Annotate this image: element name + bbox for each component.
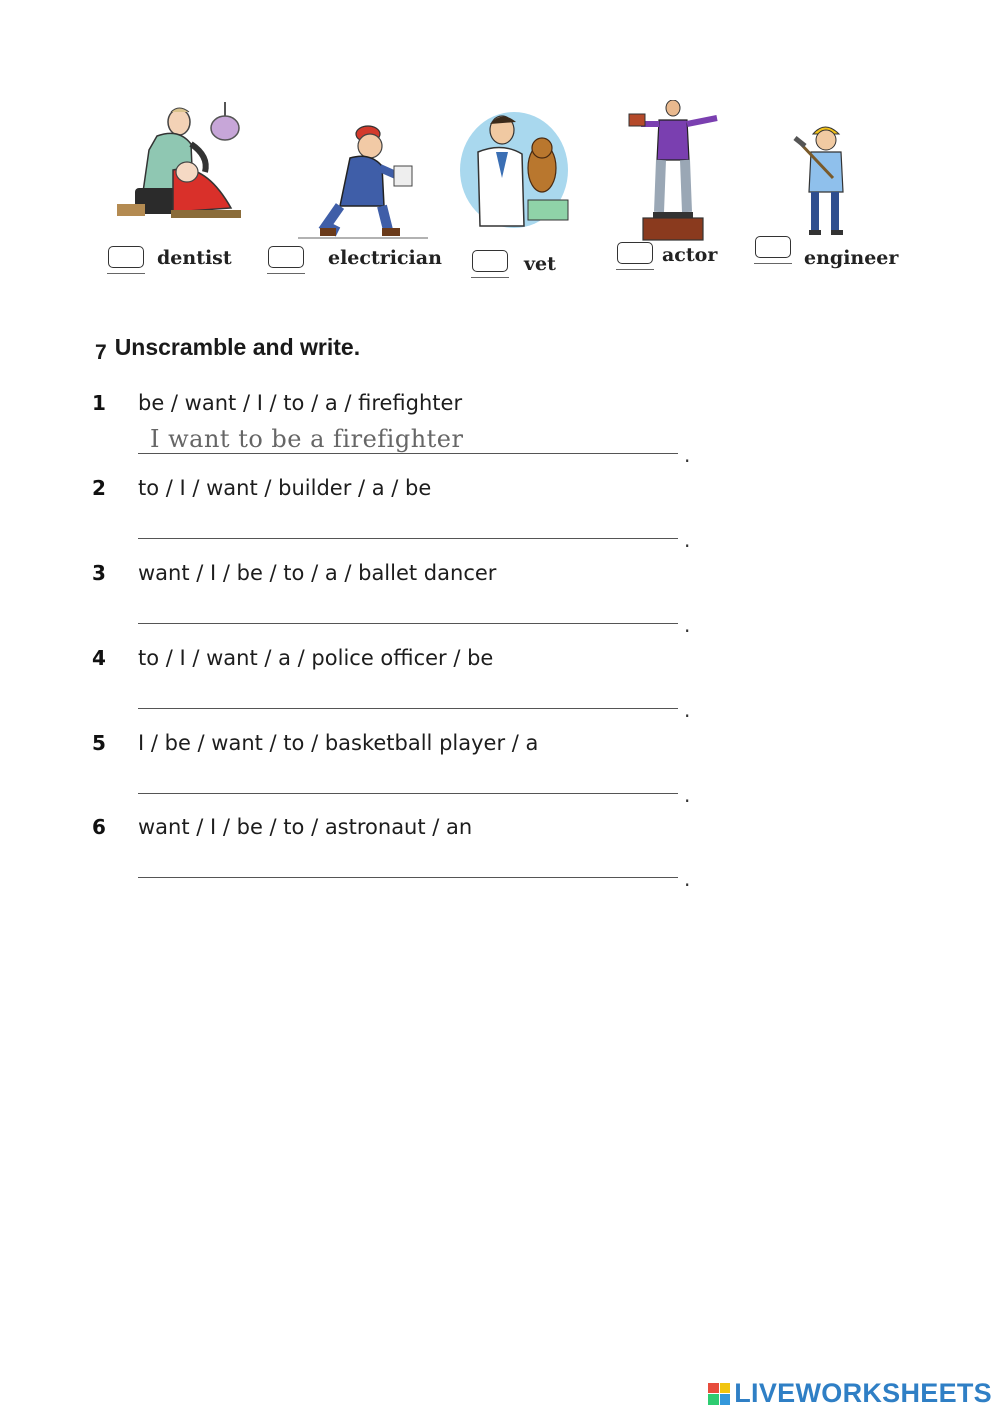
item-number: 4 <box>92 646 106 670</box>
job-label-actor: actor <box>662 244 718 266</box>
job-engineer <box>753 100 903 280</box>
item-number: 3 <box>92 561 106 585</box>
vet-answer-box[interactable] <box>472 250 508 272</box>
job-label-electrician: electrician <box>328 247 442 269</box>
item-number: 1 <box>92 391 106 415</box>
item-number: 2 <box>92 476 106 500</box>
exercise-title: Unscramble and write. <box>114 334 361 360</box>
full-stop: . <box>684 443 691 467</box>
item-number: 5 <box>92 731 106 755</box>
vet-illustration <box>458 108 570 230</box>
answer-line[interactable] <box>138 877 678 878</box>
exercise-item-5 <box>92 731 712 811</box>
exercise-item-1 <box>92 391 712 471</box>
dentist-answer-box[interactable] <box>108 246 144 268</box>
dentist-illustration <box>113 100 243 230</box>
job-vet <box>458 100 578 280</box>
item-number: 6 <box>92 815 106 839</box>
example-answer: I want to be a firefighter <box>150 425 464 453</box>
exercise-item-6 <box>92 815 712 895</box>
scrambled-prompt: to / I / want / builder / a / be <box>138 476 432 500</box>
full-stop: . <box>684 867 691 891</box>
actor-illustration <box>623 100 723 245</box>
brand-name: LIVEWORKSHEETS <box>734 1378 992 1408</box>
answer-line[interactable] <box>138 708 678 709</box>
scrambled-prompt: I / be / want / to / basketball player / a <box>138 731 539 755</box>
full-stop: . <box>684 783 691 807</box>
full-stop: . <box>684 613 691 637</box>
job-actor <box>615 100 735 280</box>
actor-answer-box[interactable] <box>617 242 653 264</box>
job-label-engineer: engineer <box>804 247 899 269</box>
full-stop: . <box>684 698 691 722</box>
scrambled-prompt: to / I / want / a / police officer / be <box>138 646 494 670</box>
job-picture-row <box>100 100 900 280</box>
scrambled-prompt: want / I / be / to / a / ballet dancer <box>138 561 497 585</box>
liveworksheets-brand <box>708 1378 992 1409</box>
engineer-answer-box[interactable] <box>755 236 791 258</box>
engineer-illustration <box>793 120 863 240</box>
exercise-item-2 <box>92 476 712 556</box>
answer-line[interactable] <box>138 793 678 794</box>
answer-line[interactable] <box>138 453 678 454</box>
job-dentist <box>108 100 258 280</box>
job-electrician <box>268 100 442 280</box>
electrician-illustration <box>298 114 428 244</box>
full-stop: . <box>684 528 691 552</box>
electrician-answer-box[interactable] <box>268 246 304 268</box>
exercise-number: 7 <box>95 341 107 364</box>
liveworksheets-logo-icon <box>708 1383 730 1405</box>
job-label-vet: vet <box>524 253 556 275</box>
answer-line[interactable] <box>138 623 678 624</box>
exercise-heading <box>95 334 361 364</box>
exercise-item-4 <box>92 646 712 726</box>
job-label-dentist: dentist <box>157 247 232 269</box>
scrambled-prompt: be / want / I / to / a / firefighter <box>138 391 463 415</box>
exercise-item-3 <box>92 561 712 641</box>
answer-line[interactable] <box>138 538 678 539</box>
scrambled-prompt: want / I / be / to / astronaut / an <box>138 815 473 839</box>
